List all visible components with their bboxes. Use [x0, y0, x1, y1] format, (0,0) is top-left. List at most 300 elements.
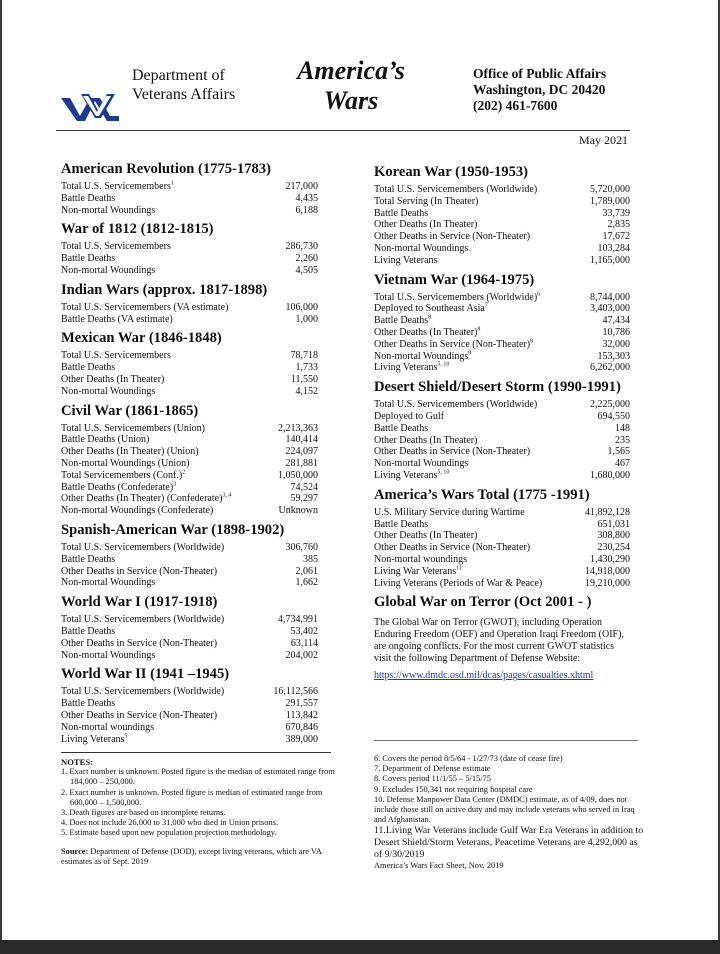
stat-label-text: Battle Deaths: [374, 207, 429, 219]
notes-heading: NOTES:: [61, 757, 93, 767]
stat-label-text: Non-mortal woundings: [61, 721, 155, 733]
note-item: 10. Defense Manpower Data Center (DMDC) estimate, as of 4/09, does not include those still on active duty and may include veterans who served in Iraq and Afghanistan.: [374, 794, 635, 825]
stat-label-text: Other Deaths (In Theater): [374, 326, 478, 338]
stat-value: 41,892,128: [585, 506, 630, 518]
stat-label: [374, 208, 570, 220]
note-item: 7. Department of Defense estimate: [374, 764, 491, 774]
stat-value: 1,000: [295, 313, 318, 325]
stat-value: 1,050,000: [278, 469, 318, 481]
stat-label-text: Non-mortal woundings: [374, 553, 468, 565]
war-title: Spanish-American War (1898-1902): [61, 521, 285, 538]
stat-value: 113,842: [285, 709, 318, 721]
stat-label-text: Battle Deaths: [374, 315, 429, 327]
stat-label-text: Other Deaths in Service (Non-Theater): [61, 637, 218, 649]
notes-right: [374, 754, 644, 871]
stat-label-text: Other Deaths (In Theater): [374, 434, 478, 446]
war-title: Korean War (1950-1953): [374, 164, 529, 180]
stat-row: [374, 327, 630, 339]
stat-row: [61, 710, 333, 722]
war-title: Civil War (1861-1865): [61, 402, 199, 419]
notes-divider-right: [374, 740, 638, 741]
stat-label-text: Total U.S. Servicemembers: [61, 350, 171, 362]
stat-row: [374, 362, 630, 374]
stat-label-text: Living Veterans: [374, 469, 438, 481]
stat-label: [374, 578, 570, 590]
stat-value: 103,284: [597, 242, 630, 254]
stat-label: [61, 698, 258, 710]
stat-label: [374, 243, 570, 255]
stat-label-text: Total U.S. Servicemembers (Worldwide): [374, 184, 538, 195]
stat-value: 59,297: [290, 493, 318, 505]
stat-label: [374, 315, 570, 327]
stat-label-text: Deployed to Gulf: [374, 410, 444, 422]
stat-row: [374, 578, 630, 590]
stat-row: [61, 493, 333, 505]
stat-value: 2,213,363: [278, 422, 318, 434]
stat-label-text: Other Deaths in Service (Non-Theater): [61, 565, 218, 577]
stat-label-text: Battle Deaths: [374, 422, 429, 434]
stat-value: 17,672: [602, 231, 630, 243]
stat-value: 4,505: [295, 264, 318, 276]
stat-label: [61, 302, 258, 314]
stat-label-text: Other Deaths (In Theater): [61, 373, 165, 385]
stat-row: [374, 470, 630, 482]
title-line-1: America’s: [297, 56, 405, 85]
stat-label: [374, 339, 570, 351]
note-item: 4. Does not include 26,000 to 31,000 who died in Union prisons.: [61, 818, 279, 828]
stat-label-text: Battle Deaths (Union): [61, 434, 150, 446]
stat-row: [374, 399, 630, 411]
stat-label-text: Total U.S. Servicemembers: [61, 241, 171, 253]
stat-label: [61, 181, 258, 193]
stat-row: [61, 362, 333, 374]
war-section-war-of: [61, 221, 333, 276]
stat-row: [374, 507, 630, 519]
stat-label: [61, 566, 258, 578]
stat-value: 16,112,566: [273, 686, 318, 698]
note-item: 8. Covers period 11/1/55 – 5/15/75: [374, 774, 491, 784]
stat-row: [61, 386, 333, 398]
source-text: Department of Defense (DOD), except living veterans, which are VA estimates as of Sept. 2019: [61, 846, 322, 866]
stat-label: [61, 362, 258, 374]
stat-value: 148: [615, 422, 630, 434]
stat-label: [374, 446, 570, 458]
stat-row: [374, 554, 630, 566]
stat-value: 14,918,000: [585, 565, 630, 577]
office-address: [473, 66, 606, 114]
stat-label: [374, 554, 570, 566]
stat-row: [61, 577, 333, 589]
stat-value: 11,550: [290, 373, 318, 385]
stat-value: 1,165,000: [590, 254, 630, 266]
stat-value: 153,303: [597, 350, 630, 362]
stat-value: 1,565: [607, 446, 630, 458]
stat-value: 389,000: [285, 733, 318, 745]
stat-label: [374, 435, 570, 447]
stat-label: [61, 482, 258, 494]
stat-value: 2,225,000: [590, 399, 630, 411]
stat-row: [374, 458, 630, 470]
note-item: 2. Exact number is unknown. Posted figure is median of estimated range from 600,000 – 1,500,000.: [61, 787, 323, 807]
stat-label-text: Total U.S. Servicemembers: [61, 181, 171, 192]
stat-label: [374, 542, 570, 554]
war-section-desert-shield: [374, 379, 630, 482]
stat-value: 53,402: [290, 625, 318, 637]
stat-row: [374, 303, 630, 315]
stat-label: [374, 351, 570, 363]
stat-value: 8,744,000: [590, 291, 630, 303]
title-line-2: Wars: [323, 86, 379, 115]
stat-label: [61, 434, 258, 446]
stat-label: [61, 350, 258, 362]
stat-row: [374, 446, 630, 458]
note-11: 11.Living War Veterans include Gulf War Era Veterans in addition to Desert Shield/Storm Veterans, Peacetime Veterans are 4,292,000 as of 9/30/2019: [374, 825, 644, 861]
war-title: War of 1812 (1812-1815): [61, 221, 214, 238]
source-label: Source:: [61, 846, 89, 856]
stat-label-text: Living Veterans (Periods of War & Peace): [374, 577, 543, 589]
stat-label-text: Non-mortal Woundings: [61, 204, 156, 216]
stat-value: 6,188: [295, 204, 318, 216]
stat-row: [61, 205, 333, 217]
gwot-casualties-link[interactable]: https://www.dmdc.osd.mil/dcas/pages/casualties.xhtml: [374, 670, 594, 682]
war-section-vietnam-war: [374, 272, 630, 375]
stat-value: 224,097: [285, 446, 318, 458]
note-item: 6. Covers the period 8/5/64 - 1/27/73 (date of cease fire): [374, 754, 563, 763]
fact-sheet-reference: America’s Wars Fact Sheet, Nov. 2019: [374, 860, 504, 870]
stat-value: 694,550: [597, 410, 630, 422]
stat-label: [61, 650, 258, 662]
stat-label: [61, 458, 258, 470]
stat-row: [61, 482, 333, 494]
stat-value: 308,800: [597, 530, 630, 542]
war-section-world-war: [61, 594, 333, 661]
stat-label: [374, 530, 570, 542]
stat-row: [61, 241, 333, 253]
stat-row: [61, 505, 333, 517]
note-item: 5. Estimate based upon new population projection methodology.: [61, 828, 277, 838]
footnote-ref: 9: [468, 350, 472, 357]
stat-label: [61, 710, 258, 722]
stat-label-text: Total U.S. Servicemembers (VA estimate): [61, 301, 229, 313]
left-column: [61, 161, 333, 750]
department-name: [132, 66, 235, 104]
stat-label-text: Other Deaths in Service (Non-Theater): [374, 542, 531, 554]
dept-line-2: Veterans Affairs: [132, 86, 236, 103]
stat-label-text: Total U.S. Servicemembers (Worldwide): [61, 614, 225, 626]
footnote-ref: 6: [537, 291, 541, 298]
stat-label: [61, 734, 258, 746]
office-line-1: Office of Public Affairs: [473, 66, 607, 81]
stat-row: [61, 253, 333, 265]
stat-row: [374, 519, 630, 531]
stat-label-text: Battle Deaths: [61, 192, 116, 204]
stat-row: [61, 193, 333, 205]
stat-value: 33,739: [602, 207, 630, 219]
stat-value: 4,734,991: [278, 614, 318, 626]
stat-row: [61, 181, 333, 193]
stat-value: 4,152: [295, 385, 318, 397]
stat-label-text: U.S. Military Service during Wartime: [374, 506, 525, 518]
note-item: 9. Excludes 150,341 not requiring hospital care: [374, 784, 533, 794]
stat-row: [61, 698, 333, 710]
stat-row: [61, 542, 333, 554]
source-note: [61, 847, 336, 867]
notes-left: [61, 757, 336, 867]
stat-value: 63,114: [290, 637, 318, 649]
stat-label-text: Living Veterans: [374, 362, 438, 374]
stat-label: [374, 196, 570, 208]
war-title: World War I (1917-1918): [61, 594, 218, 611]
stat-row: [374, 196, 630, 208]
stat-value: 217,000: [285, 181, 318, 192]
war-title: America’s Wars Total (1775 -1991): [374, 486, 590, 503]
stat-label: [61, 493, 258, 505]
stat-row: [374, 530, 630, 542]
war-section-korean-war: [374, 164, 630, 267]
stat-label-text: Deployed to Southeast Asia: [374, 303, 485, 315]
stat-row: [374, 339, 630, 351]
stat-row: [374, 292, 630, 304]
stat-label: [374, 507, 570, 519]
stat-label: [61, 205, 258, 217]
stat-label: [61, 686, 258, 698]
stat-label-text: Total U.S. Servicemembers (Worldwide): [61, 686, 225, 698]
stat-value: 1,680,000: [590, 469, 630, 481]
war-title: World War II (1941 –1945): [61, 666, 230, 683]
stat-value: 281,881: [285, 457, 318, 469]
stat-value: 6,262,000: [590, 362, 630, 374]
war-title: Vietnam War (1964-1975): [374, 271, 535, 288]
right-war-list: [374, 164, 630, 589]
war-section-america-s: [374, 487, 630, 590]
stat-label-text: Battle Deaths (VA estimate): [61, 313, 173, 325]
gwot-description: The Global War on Terror (GWOT), including Operation Enduring Freedom (OEF) and Operation Iraqi Freedom (OIF), are ongoing conflicts. For the most current GWOT statistics visit the following Department of Defense Website:: [374, 617, 624, 665]
footnote-ref: 11: [456, 565, 462, 572]
stat-value: 670,846: [285, 721, 318, 733]
stat-row: [61, 734, 333, 746]
footnote-ref: 8: [477, 326, 481, 333]
stat-label-text: Non-mortal Woundings: [61, 264, 156, 276]
stat-row: [61, 265, 333, 277]
stat-label: [61, 374, 258, 386]
stat-label: [61, 423, 258, 435]
stat-label-text: Total U.S. Servicemembers (Worldwide): [374, 291, 538, 303]
stat-label: [61, 386, 258, 398]
war-section-world-war: [61, 666, 333, 745]
right-column: [374, 164, 630, 688]
notes-left-list: [61, 767, 336, 838]
stat-value: 286,730: [285, 241, 318, 253]
war-title: Mexican War (1846-1848): [61, 330, 222, 347]
stat-value: 78,718: [290, 350, 318, 362]
stat-row: [374, 411, 630, 423]
stat-label-text: Battle Deaths: [61, 253, 116, 265]
stat-value: 651,031: [597, 518, 630, 530]
stat-label-text: Other Deaths in Service (Non-Theater): [374, 231, 531, 243]
stat-row: [61, 638, 333, 650]
war-section-american-revolution: [61, 161, 333, 216]
gwot-section: [374, 594, 630, 683]
stat-label-text: Battle Deaths: [61, 362, 116, 374]
stat-label: [61, 314, 258, 326]
stat-value: 106,000: [285, 301, 318, 313]
bottom-bar: [0, 940, 720, 954]
stat-label: [61, 626, 258, 638]
stat-value: 467: [615, 458, 630, 470]
stat-value: 204,002: [285, 649, 318, 661]
stat-row: [61, 350, 333, 362]
war-section-indian-wars: [61, 282, 333, 326]
stat-value: 3,403,000: [590, 303, 630, 315]
stat-label-text: Total U.S. Servicemembers (Worldwide): [61, 541, 225, 553]
stat-value: 10,786: [602, 326, 630, 338]
footnote-ref: 8: [428, 314, 432, 321]
stat-row: [61, 686, 333, 698]
stat-row: [61, 470, 333, 482]
war-section-spanish-american: [61, 522, 333, 589]
war-section-mexican-war: [61, 330, 333, 397]
publication-date: May 2021: [579, 133, 628, 147]
stat-row: [374, 208, 630, 220]
stat-label: [374, 566, 570, 578]
notes-divider-left: [61, 752, 331, 753]
stat-label: [374, 327, 570, 339]
stat-label: [61, 554, 258, 566]
stat-label-text: Battle Deaths: [61, 625, 116, 637]
stat-row: [61, 722, 333, 734]
stat-value: 32,000: [602, 338, 630, 350]
gwot-title: Global War on Terror (Oct 2001 - ): [374, 594, 592, 611]
stat-label: [374, 184, 570, 196]
header-divider: [56, 130, 630, 131]
stat-row: [374, 184, 630, 196]
stat-value: 74,524: [290, 481, 318, 493]
stat-value: 4,435: [295, 192, 318, 204]
stat-value: 2,061: [295, 565, 318, 577]
stat-label: [374, 303, 570, 315]
stat-value: 1,430,290: [590, 553, 630, 565]
stat-label-text: Non-mortal Woundings (Confederate): [61, 505, 214, 517]
war-title: Desert Shield/Desert Storm (1990-1991): [374, 379, 621, 396]
stat-label: [374, 458, 570, 470]
stat-label: [374, 423, 570, 435]
stat-row: [374, 243, 630, 255]
stat-value: 2,260: [295, 253, 318, 265]
footnote-ref: 7: [484, 303, 488, 310]
stat-value: 19,210,000: [585, 577, 630, 589]
stat-row: [61, 458, 333, 470]
stat-label-text: Other Deaths in Service (Non-Theater): [374, 338, 531, 350]
stat-label-text: Non-mortal Woundings: [374, 350, 469, 362]
footnote-ref: 8: [530, 338, 534, 345]
stat-row: [374, 255, 630, 267]
footnote-ref: 5: [124, 733, 128, 740]
office-line-2: Washington, DC 20420: [473, 82, 606, 97]
stat-row: [61, 374, 333, 386]
stat-value: 140,414: [285, 434, 318, 446]
stat-row: [374, 435, 630, 447]
stat-row: [61, 614, 333, 626]
stat-label-text: Other Deaths in Service (Non-Theater): [61, 709, 218, 721]
stat-label-text: Non-mortal Woundings: [374, 242, 469, 254]
stat-label-text: Other Deaths (In Theater): [374, 530, 478, 542]
note-item: 3. Death figures are based on incomplete returns.: [61, 808, 226, 818]
stat-value: 291,557: [285, 698, 318, 710]
stat-label-text: Other Deaths (In Theater) (Union): [61, 446, 199, 458]
page-edge-left: [0, 0, 2, 954]
stat-row: [61, 434, 333, 446]
stat-label-text: Living War Veterans: [374, 565, 457, 577]
footnote-ref: 1: [170, 180, 174, 187]
stat-row: [374, 566, 630, 578]
stat-label-text: Other Deaths (In Theater): [374, 219, 478, 231]
stat-label: [61, 241, 258, 253]
stat-label-text: Other Deaths in Service (Non-Theater): [374, 446, 531, 458]
stat-label-text: Battle Deaths (Confederate): [61, 481, 174, 493]
stat-row: [61, 554, 333, 566]
stat-label: [61, 638, 258, 650]
stat-value: 5,720,000: [590, 184, 630, 195]
stat-label-text: Non-mortal Woundings (Union): [61, 457, 190, 469]
stat-row: [61, 423, 333, 435]
stat-label-text: Living Veterans: [374, 254, 438, 266]
page-title: [286, 56, 416, 116]
stat-row: [61, 626, 333, 638]
war-title: Indian Wars (approx. 1817-1898): [61, 281, 268, 298]
stat-label: [374, 219, 570, 231]
office-phone: (202) 461-7600: [473, 98, 558, 113]
stat-row: [374, 219, 630, 231]
stat-row: [374, 542, 630, 554]
dept-line-1: Department of: [132, 67, 225, 84]
footnote-ref: 5, 10: [437, 469, 450, 476]
stat-row: [374, 231, 630, 243]
war-title: American Revolution (1775-1783): [61, 161, 271, 177]
stat-label: [61, 722, 258, 734]
stat-label: [374, 255, 570, 267]
stat-row: [61, 302, 333, 314]
stat-label: [61, 446, 258, 458]
stat-label-text: Non-mortal Woundings: [61, 577, 156, 589]
stat-value: 47,434: [602, 315, 630, 327]
stat-value: 235: [615, 434, 630, 446]
stat-value: 1,662: [295, 577, 318, 589]
stat-row: [61, 446, 333, 458]
stat-row: [61, 566, 333, 578]
stat-row: [374, 315, 630, 327]
stat-label: [374, 362, 570, 374]
war-section-civil-war: [61, 403, 333, 517]
stat-value: Unknown: [278, 505, 318, 517]
stat-label-text: Total Serving (In Theater): [374, 195, 479, 207]
stat-label: [61, 542, 258, 554]
note-item: 1. Exact number is unknown. Posted figure is the median of estimated range from 184,000 – 250,000.: [61, 767, 335, 787]
stat-label-text: Total U.S. Servicemembers (Worldwide): [374, 399, 538, 411]
stat-value: 2,835: [607, 219, 630, 231]
stat-label: [374, 411, 570, 423]
stat-label-text: Battle Deaths: [61, 553, 116, 565]
stat-value: 385: [303, 553, 318, 565]
stat-value: 1,789,000: [590, 195, 630, 207]
stat-row: [61, 650, 333, 662]
stat-value: 306,760: [285, 541, 318, 553]
stat-label-text: Living Veterans: [61, 733, 125, 745]
stat-label: [61, 193, 258, 205]
stat-label-text: Battle Deaths: [374, 518, 429, 530]
stat-label: [61, 577, 258, 589]
stat-row: [374, 351, 630, 363]
stat-label: [374, 231, 570, 243]
